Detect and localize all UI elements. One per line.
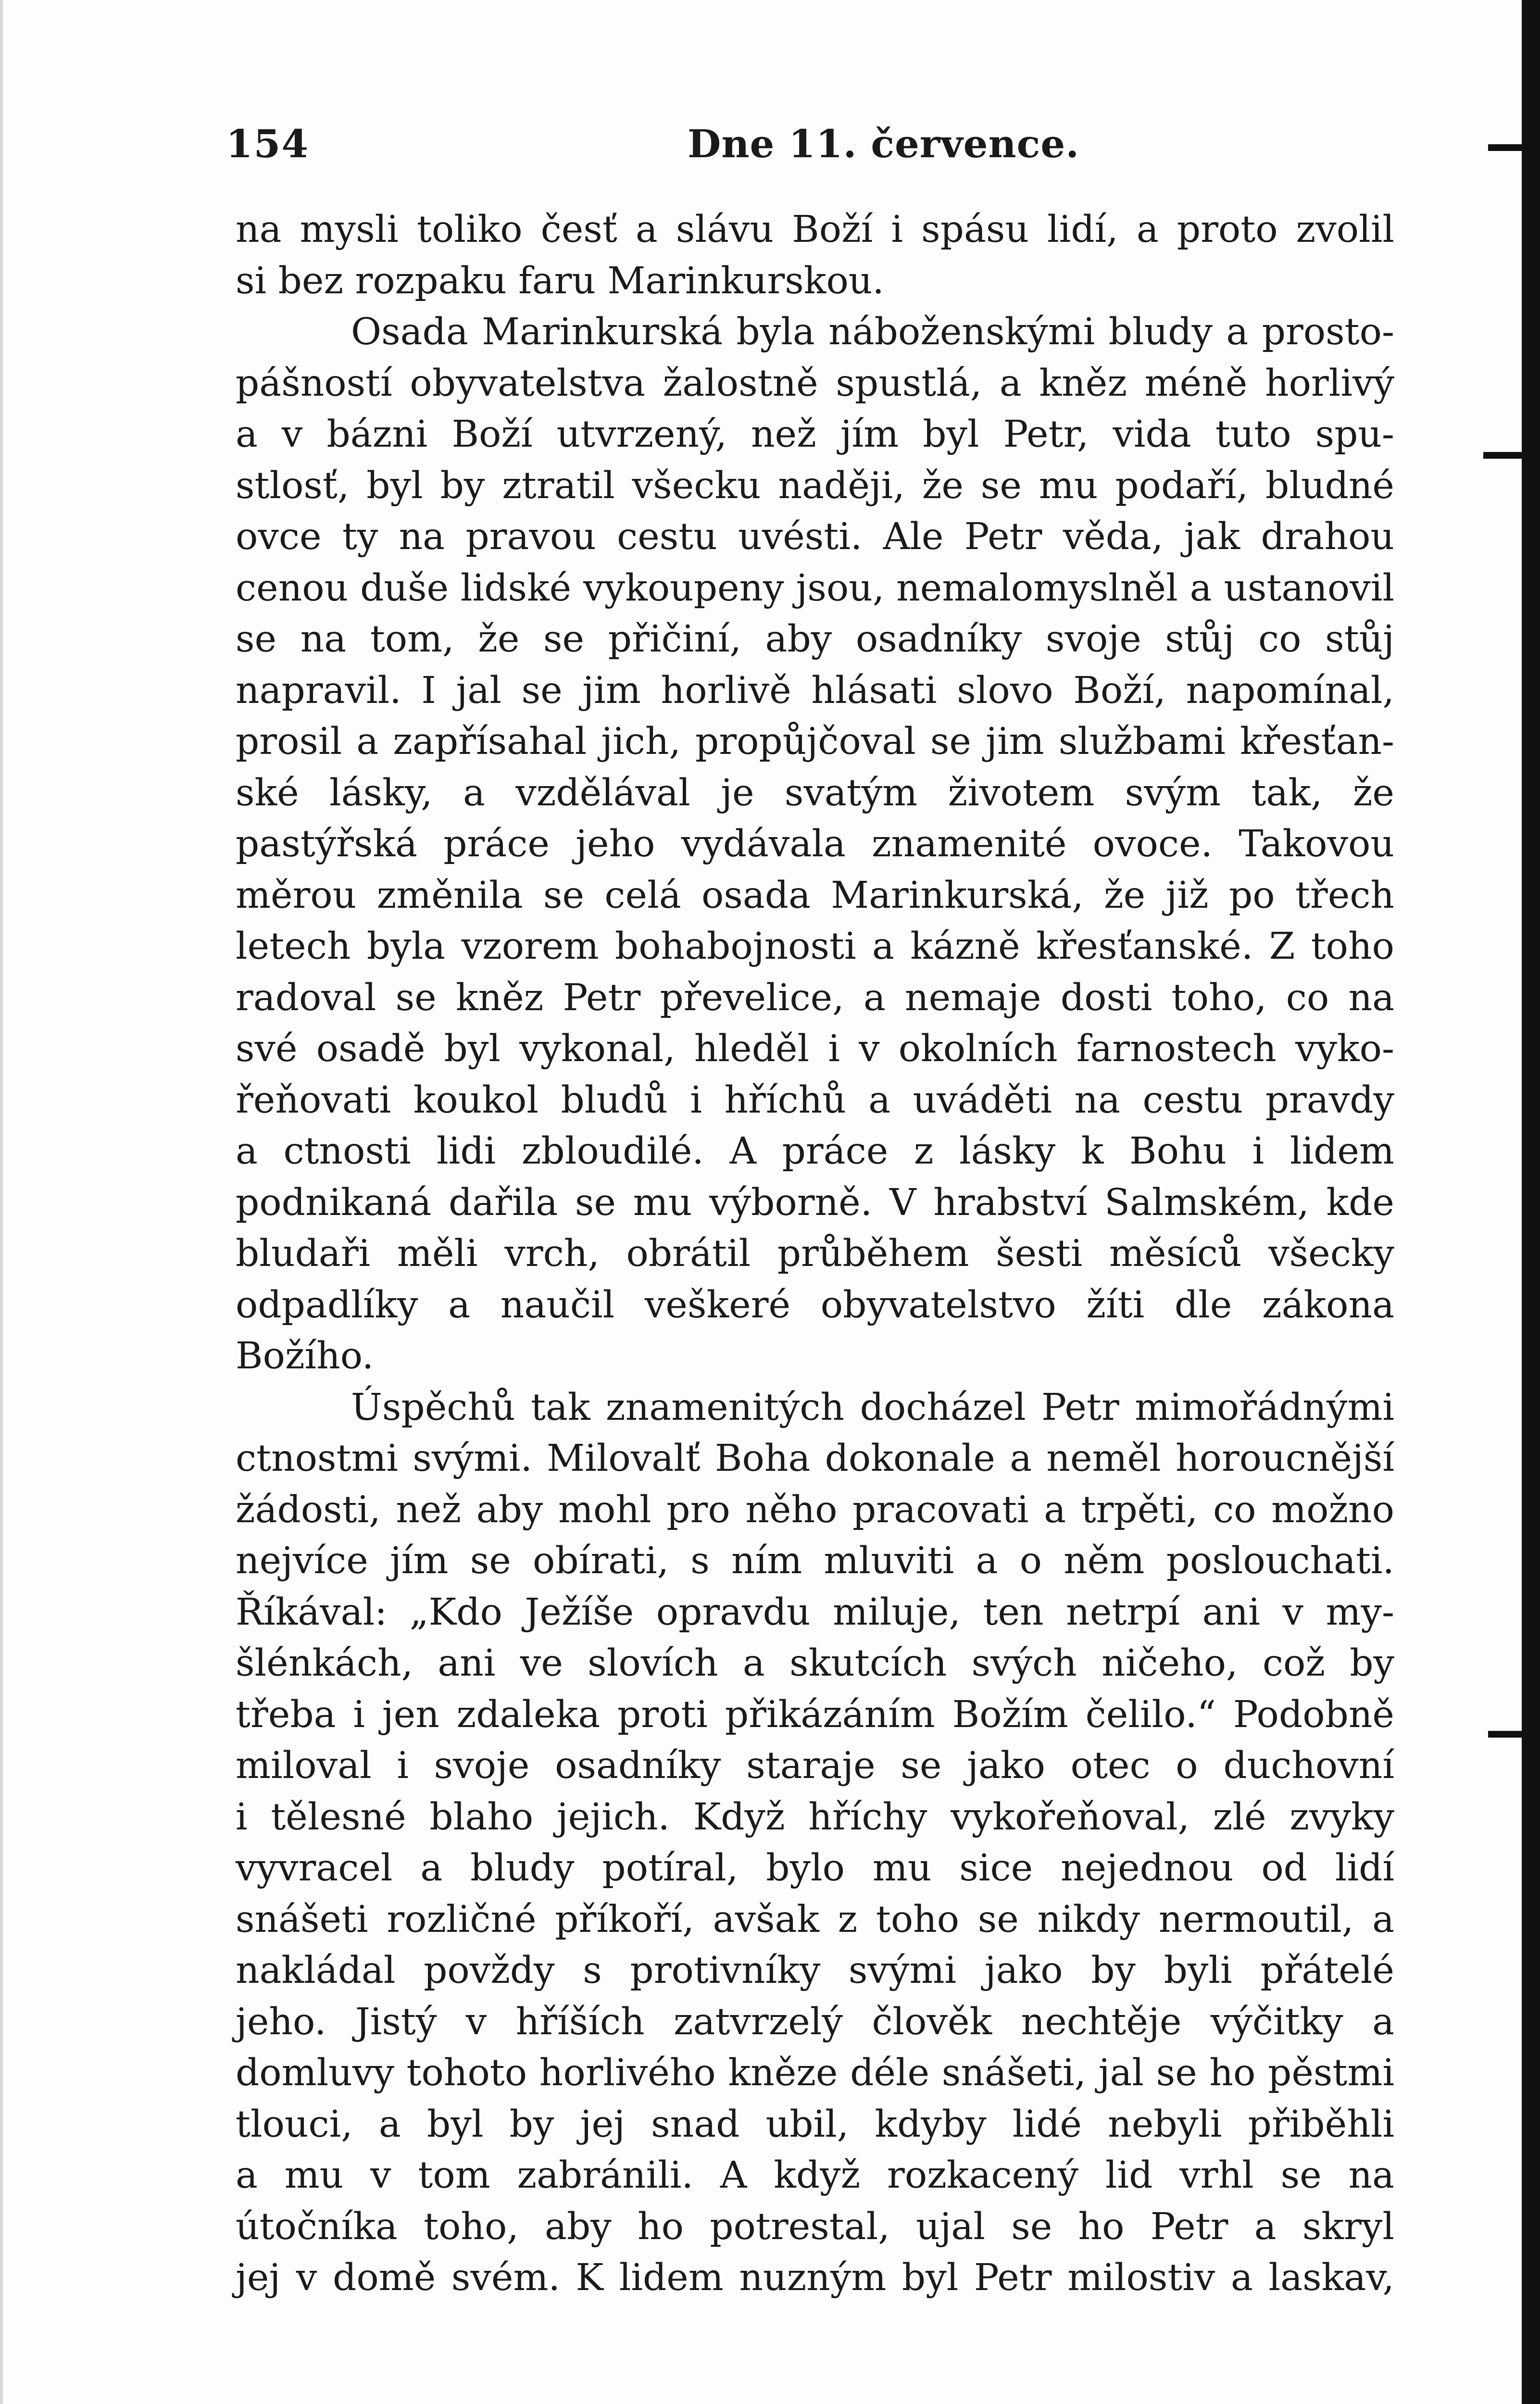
text-line: podnikaná dařila se mu výborně. V hrabství Salmském, kde [236, 1181, 1394, 1224]
text-line: stlosť, byl by ztratil všecku naději, že se mu podaří, bludné [236, 464, 1394, 507]
scan-artifact [1488, 1731, 1522, 1738]
text-line: radoval se kněz Petr převelice, a nemaje dosti toho, co na [236, 976, 1394, 1019]
text-line: odpadlíky a naučil veškeré obyvatelstvo žíti dle zákona [236, 1283, 1394, 1327]
text-line: Úspěchů tak znamenitých docházel Petr mimořádnými [351, 1386, 1394, 1429]
text-line: tlouci, a byl by jej snad ubil, kdyby lidé nebyli přiběhli [236, 2103, 1394, 2146]
text-line: jeho. Jistý v hříších zatvrzelý člověk nechtěje výčitky a [236, 2000, 1394, 2043]
text-line: pastýřská práce jeho vydávala znamenité ovoce. Takovou [236, 823, 1394, 865]
text-line: Božího. [236, 1335, 374, 1377]
page-number: 154 [226, 121, 309, 166]
text-line: ctnostmi svými. Milovalť Boha dokonale a neměl horoucnější [236, 1437, 1394, 1480]
scan-edge-left [0, 0, 3, 2404]
text-line: nakládal povždy s protivníky svými jako by byli přátelé [236, 1949, 1394, 1992]
text-line: útočníka toho, aby ho potrestal, ujal se ho Petr a skryl [236, 2205, 1394, 2248]
text-line: měrou změnila se celá osada Marinkurská, že již po třech [236, 874, 1394, 917]
scan-artifact [1483, 452, 1522, 459]
text-line: a mu v tom zabránili. A když rozkacený lid vrhl se na [236, 2154, 1394, 2197]
text-line: ské lásky, a vzdělával je svatým životem svým tak, že [236, 771, 1394, 814]
text-line: vyvracel a bludy potíral, bylo mu sice nejednou od lidí [236, 1847, 1394, 1890]
text-line: třeba i jen zdaleka proti přikázáním Božím čelilo.“ Podobně [236, 1693, 1394, 1736]
scan-edge-right [1522, 0, 1540, 2404]
text-line: cenou duše lidské vykoupeny jsou, nemalomyslněl a ustanovil [236, 566, 1394, 610]
text-line: své osadě byl vykonal, hleděl i v okolních farnostech vyko- [236, 1027, 1394, 1070]
text-line: i tělesné blaho jejich. Když hříchy vykořeňoval, zlé zvyky [236, 1795, 1394, 1839]
body-text [236, 204, 1394, 2304]
text-line: letech byla vzorem bohabojnosti a kázně křesťanské. Z toho [236, 925, 1394, 968]
text-line: žádosti, než aby mohl pro něho pracovati a trpěti, co možno [236, 1488, 1394, 1531]
text-line: Říkával: „Kdo Ježíše opravdu miluje, ten netrpí ani v my- [236, 1590, 1394, 1634]
text-line: bludaři měli vrch, obrátil průběhem šesti měsíců všecky [236, 1232, 1394, 1275]
text-line: napravil. I jal se jim horlivě hlásati slovo Boží, napomínal, [236, 669, 1394, 712]
text-line: nejvíce jím se obírati, s ním mluviti a o něm poslouchati. [236, 1540, 1394, 1582]
scan-artifact [1488, 144, 1522, 151]
text-line: šlénkách, ani ve slovích a skutcích svých ničeho, což by [236, 1642, 1394, 1685]
page-header [226, 112, 1423, 169]
text-line: řeňovati koukol bludů i hříchů a uváděti na cestu pravdy [236, 1078, 1394, 1122]
text-line: domluvy tohoto horlivého kněze déle snášeti, jal se ho pěstmi [236, 2052, 1394, 2094]
text-line: pášností obyvatelstva žalostně spustlá, a kněz méně horlivý [236, 362, 1394, 405]
text-line: se na tom, že se přičiní, aby osadníky svoje stůj co stůj [236, 618, 1394, 661]
text-line: si bez rozpaku faru Marinkurskou. [236, 259, 884, 302]
running-title: Dne 11. července. [688, 121, 1080, 166]
text-line: na mysli toliko česť a slávu Boží i spásu lidí, a proto zvolil [236, 208, 1394, 251]
text-line: snášeti rozličné příkoří, avšak z toho se nikdy nermoutil, a [236, 1898, 1394, 1941]
text-line: Osada Marinkurská byla náboženskými bludy a prosto- [351, 311, 1394, 353]
text-line: miloval i svoje osadníky staraje se jako otec o duchovní [236, 1744, 1394, 1787]
text-line: a v bázni Boží utvrzený, než jím byl Petr, vida tuto spu- [236, 413, 1394, 456]
text-line: jej v domě svém. K lidem nuzným byl Petr milostiv a laskav, [236, 2256, 1394, 2299]
text-line: prosil a zapřísahal jich, propůjčoval se jim službami křesťan- [236, 720, 1394, 763]
text-line: ovce ty na pravou cestu uvésti. Ale Petr věda, jak drahou [236, 515, 1394, 558]
text-line: a ctnosti lidi zbloudilé. A práce z lásky k Bohu i lidem [236, 1130, 1394, 1173]
